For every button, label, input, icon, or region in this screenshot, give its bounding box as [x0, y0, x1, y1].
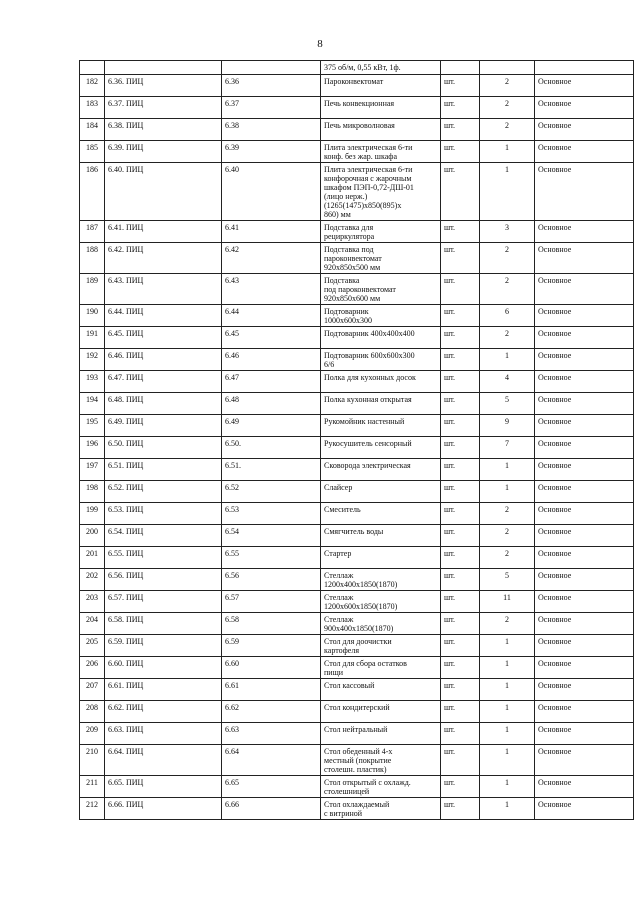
item-code: 6.45. ПИЦ — [105, 327, 222, 349]
item-code: 6.60. ПИЦ — [105, 657, 222, 679]
item-type: Основное — [535, 635, 634, 657]
row-number: 183 — [80, 97, 105, 119]
row-number: 204 — [80, 613, 105, 635]
item-code: 6.53. ПИЦ — [105, 503, 222, 525]
item-quantity: 1 — [480, 635, 535, 657]
item-type: Основное — [535, 327, 634, 349]
item-type — [535, 61, 634, 75]
item-unit: шт. — [441, 776, 480, 798]
item-quantity: 1 — [480, 459, 535, 481]
item-type: Основное — [535, 119, 634, 141]
item-unit: шт. — [441, 635, 480, 657]
item-name: Стеллаж 1200х600х1850(1870) — [321, 591, 441, 613]
item-name: Подтоварник 600х600х300 6/6 — [321, 349, 441, 371]
item-type: Основное — [535, 243, 634, 274]
item-type: Основное — [535, 613, 634, 635]
item-code: 6.61. ПИЦ — [105, 679, 222, 701]
item-type: Основное — [535, 371, 634, 393]
table-row — [80, 437, 634, 459]
row-number: 205 — [80, 635, 105, 657]
item-ref: 6.56 — [222, 569, 321, 591]
item-ref: 6.50. — [222, 437, 321, 459]
item-quantity: 2 — [480, 75, 535, 97]
item-ref: 6.55 — [222, 547, 321, 569]
item-code: 6.50. ПИЦ — [105, 437, 222, 459]
item-name: Стеллаж 1200х400х1850(1870) — [321, 569, 441, 591]
item-code: 6.42. ПИЦ — [105, 243, 222, 274]
item-unit — [441, 61, 480, 75]
item-unit: шт. — [441, 163, 480, 221]
row-number: 191 — [80, 327, 105, 349]
item-quantity: 1 — [480, 798, 535, 820]
row-number: 186 — [80, 163, 105, 221]
item-unit: шт. — [441, 459, 480, 481]
item-unit: шт. — [441, 547, 480, 569]
item-quantity: 2 — [480, 525, 535, 547]
item-name: Подставка для рециркулятора — [321, 221, 441, 243]
page-number: 8 — [317, 38, 323, 50]
item-name: Смеситель — [321, 503, 441, 525]
row-number: 211 — [80, 776, 105, 798]
item-unit: шт. — [441, 481, 480, 503]
item-quantity — [480, 61, 535, 75]
item-ref: 6.40 — [222, 163, 321, 221]
table-row — [80, 723, 634, 745]
row-number: 189 — [80, 274, 105, 305]
item-unit: шт. — [441, 723, 480, 745]
item-code: 6.58. ПИЦ — [105, 613, 222, 635]
row-number: 201 — [80, 547, 105, 569]
item-ref: 6.36 — [222, 75, 321, 97]
item-type: Основное — [535, 503, 634, 525]
item-code: 6.48. ПИЦ — [105, 393, 222, 415]
item-name: Подтоварник 400х400х400 — [321, 327, 441, 349]
item-ref: 6.59 — [222, 635, 321, 657]
table-row — [80, 613, 634, 635]
item-type: Основное — [535, 437, 634, 459]
item-ref: 6.60 — [222, 657, 321, 679]
row-number: 200 — [80, 525, 105, 547]
item-quantity: 1 — [480, 141, 535, 163]
item-ref: 6.45 — [222, 327, 321, 349]
table-row — [80, 305, 634, 327]
item-name: Подставка под пароконвектомат 920х850х600 мм — [321, 274, 441, 305]
item-name: Полка для кухонных досок — [321, 371, 441, 393]
item-unit: шт. — [441, 393, 480, 415]
item-unit: шт. — [441, 119, 480, 141]
table-row — [80, 635, 634, 657]
row-number: 199 — [80, 503, 105, 525]
item-name: Сковорода электрическая — [321, 459, 441, 481]
item-type: Основное — [535, 657, 634, 679]
row-number: 196 — [80, 437, 105, 459]
row-number: 188 — [80, 243, 105, 274]
item-name: Стол охлаждаемый с витриной — [321, 798, 441, 820]
row-number: 203 — [80, 591, 105, 613]
table-row — [80, 327, 634, 349]
item-type: Основное — [535, 776, 634, 798]
item-quantity: 6 — [480, 305, 535, 327]
item-type: Основное — [535, 75, 634, 97]
item-ref: 6.58 — [222, 613, 321, 635]
item-code: 6.57. ПИЦ — [105, 591, 222, 613]
item-unit: шт. — [441, 305, 480, 327]
table-row — [80, 481, 634, 503]
item-code: 6.65. ПИЦ — [105, 776, 222, 798]
item-quantity: 2 — [480, 97, 535, 119]
item-name: 375 об/м, 0,55 кВт, 1ф. — [321, 61, 441, 75]
table-row — [80, 61, 634, 75]
item-unit: шт. — [441, 75, 480, 97]
item-quantity: 2 — [480, 119, 535, 141]
item-ref: 6.41 — [222, 221, 321, 243]
item-unit: шт. — [441, 679, 480, 701]
equipment-table — [79, 60, 634, 820]
item-code: 6.38. ПИЦ — [105, 119, 222, 141]
item-name: Стол кассовый — [321, 679, 441, 701]
item-code: 6.62. ПИЦ — [105, 701, 222, 723]
row-number: 207 — [80, 679, 105, 701]
item-name: Слайсер — [321, 481, 441, 503]
table-row — [80, 75, 634, 97]
equipment-table-body — [80, 61, 634, 820]
table-row — [80, 459, 634, 481]
table-row — [80, 679, 634, 701]
item-ref: 6.57 — [222, 591, 321, 613]
item-unit: шт. — [441, 613, 480, 635]
item-type: Основное — [535, 723, 634, 745]
item-ref: 6.49 — [222, 415, 321, 437]
item-code: 6.51. ПИЦ — [105, 459, 222, 481]
item-ref: 6.47 — [222, 371, 321, 393]
item-unit: шт. — [441, 525, 480, 547]
item-name: Подтоварник 1000х600х300 — [321, 305, 441, 327]
item-name: Стол для сбора остатков пищи — [321, 657, 441, 679]
item-quantity: 2 — [480, 547, 535, 569]
item-name: Печь конвекционная — [321, 97, 441, 119]
item-type: Основное — [535, 459, 634, 481]
item-code: 6.44. ПИЦ — [105, 305, 222, 327]
item-type: Основное — [535, 679, 634, 701]
item-name: Пароконвектомат — [321, 75, 441, 97]
item-code: 6.47. ПИЦ — [105, 371, 222, 393]
item-ref: 6.66 — [222, 798, 321, 820]
item-quantity: 1 — [480, 723, 535, 745]
item-unit: шт. — [441, 657, 480, 679]
row-number: 197 — [80, 459, 105, 481]
item-name: Стол обеденный 4-х местный (покрытие столешн. пластик) — [321, 745, 441, 776]
item-ref: 6.65 — [222, 776, 321, 798]
row-number: 198 — [80, 481, 105, 503]
item-code: 6.66. ПИЦ — [105, 798, 222, 820]
item-type: Основное — [535, 481, 634, 503]
table-row — [80, 221, 634, 243]
item-name: Стол кондитерский — [321, 701, 441, 723]
item-name: Стартер — [321, 547, 441, 569]
table-row — [80, 163, 634, 221]
item-type: Основное — [535, 393, 634, 415]
item-quantity: 5 — [480, 393, 535, 415]
row-number: 208 — [80, 701, 105, 723]
item-name: Стол открытый с охлажд. столешницей — [321, 776, 441, 798]
item-code: 6.54. ПИЦ — [105, 525, 222, 547]
row-number: 185 — [80, 141, 105, 163]
table-row — [80, 569, 634, 591]
item-type: Основное — [535, 221, 634, 243]
item-code: 6.59. ПИЦ — [105, 635, 222, 657]
row-number: 206 — [80, 657, 105, 679]
item-unit: шт. — [441, 371, 480, 393]
table-row — [80, 503, 634, 525]
item-type: Основное — [535, 415, 634, 437]
item-quantity: 1 — [480, 745, 535, 776]
item-quantity: 9 — [480, 415, 535, 437]
row-number: 182 — [80, 75, 105, 97]
item-ref: 6.37 — [222, 97, 321, 119]
table-row — [80, 547, 634, 569]
item-type: Основное — [535, 274, 634, 305]
row-number: 194 — [80, 393, 105, 415]
item-unit: шт. — [441, 141, 480, 163]
table-row — [80, 393, 634, 415]
item-ref: 6.39 — [222, 141, 321, 163]
item-type: Основное — [535, 701, 634, 723]
row-number: 190 — [80, 305, 105, 327]
item-unit: шт. — [441, 591, 480, 613]
item-type: Основное — [535, 798, 634, 820]
item-code: 6.64. ПИЦ — [105, 745, 222, 776]
item-quantity: 1 — [480, 163, 535, 221]
item-name: Полка кухонная открытая — [321, 393, 441, 415]
item-type: Основное — [535, 569, 634, 591]
item-name: Рукосушитель сенсорный — [321, 437, 441, 459]
row-number — [80, 61, 105, 75]
item-ref: 6.64 — [222, 745, 321, 776]
item-quantity: 2 — [480, 503, 535, 525]
table-row — [80, 243, 634, 274]
item-type: Основное — [535, 547, 634, 569]
item-ref: 6.54 — [222, 525, 321, 547]
item-ref: 6.62 — [222, 701, 321, 723]
row-number: 184 — [80, 119, 105, 141]
item-ref: 6.43 — [222, 274, 321, 305]
item-name: Стол для доочистки картофеля — [321, 635, 441, 657]
item-code: 6.49. ПИЦ — [105, 415, 222, 437]
table-row — [80, 591, 634, 613]
item-quantity: 1 — [480, 679, 535, 701]
table-row — [80, 371, 634, 393]
item-quantity: 1 — [480, 776, 535, 798]
item-name: Печь микроволновая — [321, 119, 441, 141]
item-type: Основное — [535, 163, 634, 221]
item-code: 6.56. ПИЦ — [105, 569, 222, 591]
item-unit: шт. — [441, 745, 480, 776]
item-quantity: 1 — [480, 657, 535, 679]
table-row — [80, 141, 634, 163]
item-code: 6.36. ПИЦ — [105, 75, 222, 97]
item-ref: 6.63 — [222, 723, 321, 745]
item-ref: 6.61 — [222, 679, 321, 701]
item-code: 6.43. ПИЦ — [105, 274, 222, 305]
item-type: Основное — [535, 349, 634, 371]
item-unit: шт. — [441, 798, 480, 820]
item-quantity: 3 — [480, 221, 535, 243]
item-unit: шт. — [441, 437, 480, 459]
item-unit: шт. — [441, 274, 480, 305]
item-name: Смягчитель воды — [321, 525, 441, 547]
table-row — [80, 701, 634, 723]
table-row — [80, 525, 634, 547]
table-row — [80, 119, 634, 141]
table-row — [80, 415, 634, 437]
row-number: 192 — [80, 349, 105, 371]
item-unit: шт. — [441, 415, 480, 437]
item-name: Рукомойник настенный — [321, 415, 441, 437]
item-quantity: 2 — [480, 613, 535, 635]
item-ref — [222, 61, 321, 75]
item-code: 6.52. ПИЦ — [105, 481, 222, 503]
item-ref: 6.53 — [222, 503, 321, 525]
row-number: 210 — [80, 745, 105, 776]
item-code: 6.55. ПИЦ — [105, 547, 222, 569]
item-type: Основное — [535, 305, 634, 327]
item-unit: шт. — [441, 349, 480, 371]
table-row — [80, 274, 634, 305]
item-quantity: 11 — [480, 591, 535, 613]
item-type: Основное — [535, 97, 634, 119]
item-ref: 6.46 — [222, 349, 321, 371]
table-row — [80, 798, 634, 820]
item-unit: шт. — [441, 503, 480, 525]
item-quantity: 1 — [480, 481, 535, 503]
item-type: Основное — [535, 525, 634, 547]
table-row — [80, 745, 634, 776]
row-number: 195 — [80, 415, 105, 437]
item-unit: шт. — [441, 97, 480, 119]
item-unit: шт. — [441, 569, 480, 591]
item-name: Плита электрическая 6-ти конфорочная с жарочным шкафом ПЭП-0,72-ДШ-01 (лицо нерж.) (1265(1475)х850(895)х 860) мм — [321, 163, 441, 221]
item-quantity: 1 — [480, 701, 535, 723]
item-quantity: 5 — [480, 569, 535, 591]
item-quantity: 2 — [480, 243, 535, 274]
item-name: Плита электрическая 6-ти конф. без жар. шкафа — [321, 141, 441, 163]
item-type: Основное — [535, 141, 634, 163]
row-number: 202 — [80, 569, 105, 591]
item-quantity: 4 — [480, 371, 535, 393]
table-row — [80, 776, 634, 798]
item-ref: 6.52 — [222, 481, 321, 503]
item-code: 6.63. ПИЦ — [105, 723, 222, 745]
item-code: 6.41. ПИЦ — [105, 221, 222, 243]
item-ref: 6.42 — [222, 243, 321, 274]
item-quantity: 1 — [480, 349, 535, 371]
item-code — [105, 61, 222, 75]
item-name: Стол нейтральный — [321, 723, 441, 745]
item-ref: 6.38 — [222, 119, 321, 141]
row-number: 187 — [80, 221, 105, 243]
item-code: 6.46. ПИЦ — [105, 349, 222, 371]
item-ref: 6.51. — [222, 459, 321, 481]
item-code: 6.39. ПИЦ — [105, 141, 222, 163]
table-row — [80, 349, 634, 371]
item-ref: 6.48 — [222, 393, 321, 415]
item-ref: 6.44 — [222, 305, 321, 327]
item-code: 6.40. ПИЦ — [105, 163, 222, 221]
table-row — [80, 97, 634, 119]
row-number: 193 — [80, 371, 105, 393]
item-unit: шт. — [441, 221, 480, 243]
item-code: 6.37. ПИЦ — [105, 97, 222, 119]
table-row — [80, 657, 634, 679]
item-quantity: 2 — [480, 327, 535, 349]
item-unit: шт. — [441, 243, 480, 274]
item-unit: шт. — [441, 701, 480, 723]
item-type: Основное — [535, 591, 634, 613]
row-number: 212 — [80, 798, 105, 820]
item-unit: шт. — [441, 327, 480, 349]
item-type: Основное — [535, 745, 634, 776]
item-name: Подставка под пароконвектомат 920х850х500 мм — [321, 243, 441, 274]
item-quantity: 2 — [480, 274, 535, 305]
item-name: Стеллаж 900х400х1850(1870) — [321, 613, 441, 635]
item-quantity: 7 — [480, 437, 535, 459]
row-number: 209 — [80, 723, 105, 745]
